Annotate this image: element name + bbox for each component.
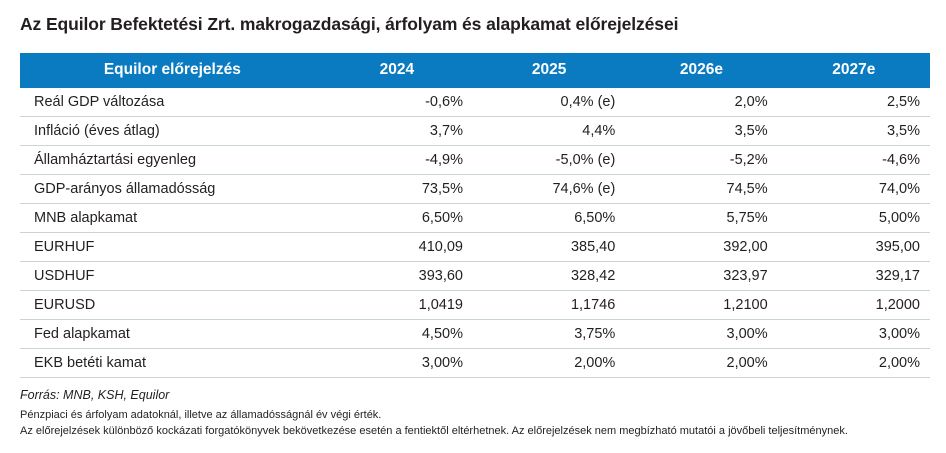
table-row	[20, 88, 930, 117]
cell-value: 74,5%	[625, 175, 777, 204]
cell-value: 3,5%	[625, 117, 777, 146]
note-line-2: Az előrejelzések különböző kockázati forgatókönyvek bekövetkezése esetén a fentiektől eltérhetnek. Az előrejelzések nem megbízható mutatói a jövőbeli teljesítménynek.	[20, 424, 848, 437]
cell-value: 4,4%	[473, 117, 625, 146]
cell-value: 6,50%	[321, 204, 473, 233]
cell-value: 74,0%	[778, 175, 930, 204]
table-row	[20, 349, 930, 378]
table-row	[20, 233, 930, 262]
cell-value: 3,00%	[625, 320, 777, 349]
cell-value: 328,42	[473, 262, 625, 291]
cell-value: 3,7%	[321, 117, 473, 146]
page-title: Az Equilor Befektetési Zrt. makrogazdasági, árfolyam és alapkamat előrejelzései	[20, 14, 679, 34]
cell-value: 329,17	[778, 262, 930, 291]
row-label: GDP-arányos államadósság	[20, 175, 321, 204]
row-label: Infláció (éves átlag)	[20, 117, 321, 146]
cell-value: 2,00%	[625, 349, 777, 378]
note-line-1: Pénzpiaci és árfolyam adatoknál, illetve az államadósságnál év végi érték.	[20, 409, 382, 421]
row-label: USDHUF	[20, 262, 321, 291]
cell-value: 0,4% (e)	[473, 88, 625, 117]
column-header-2026e: 2026e	[625, 53, 777, 88]
cell-value: 1,0419	[321, 291, 473, 320]
cell-value: 323,97	[625, 262, 777, 291]
column-header-2024: 2024	[321, 53, 473, 88]
table-header-row	[20, 53, 930, 88]
table-row	[20, 146, 930, 175]
cell-value: 2,5%	[778, 88, 930, 117]
column-header-2027e: 2027e	[778, 53, 930, 88]
cell-value: -4,6%	[778, 146, 930, 175]
cell-value: -4,9%	[321, 146, 473, 175]
cell-value: 2,00%	[778, 349, 930, 378]
cell-value: 1,1746	[473, 291, 625, 320]
cell-value: 1,2100	[625, 291, 777, 320]
source-line: Forrás: MNB, KSH, Equilor	[20, 388, 170, 402]
cell-value: -5,2%	[625, 146, 777, 175]
table-header	[20, 53, 930, 88]
row-label: EKB betéti kamat	[20, 349, 321, 378]
cell-value: 3,5%	[778, 117, 930, 146]
row-label: EURUSD	[20, 291, 321, 320]
cell-value: 392,00	[625, 233, 777, 262]
cell-value: 393,60	[321, 262, 473, 291]
table-body	[20, 88, 930, 378]
cell-value: 3,00%	[321, 349, 473, 378]
cell-value: -5,0% (e)	[473, 146, 625, 175]
cell-value: 2,00%	[473, 349, 625, 378]
cell-value: 395,00	[778, 233, 930, 262]
table-row	[20, 320, 930, 349]
row-label: Reál GDP változása	[20, 88, 321, 117]
forecast-table	[20, 53, 930, 378]
cell-value: 3,75%	[473, 320, 625, 349]
cell-value: 410,09	[321, 233, 473, 262]
table-row	[20, 117, 930, 146]
cell-value: 1,2000	[778, 291, 930, 320]
cell-value: 73,5%	[321, 175, 473, 204]
column-header-metric: Equilor előrejelzés	[20, 53, 321, 88]
row-label: MNB alapkamat	[20, 204, 321, 233]
cell-value: 74,6% (e)	[473, 175, 625, 204]
row-label: EURHUF	[20, 233, 321, 262]
table-row	[20, 175, 930, 204]
row-label: Fed alapkamat	[20, 320, 321, 349]
cell-value: 5,00%	[778, 204, 930, 233]
cell-value: 5,75%	[625, 204, 777, 233]
table-row	[20, 204, 930, 233]
cell-value: 4,50%	[321, 320, 473, 349]
row-label: Államháztartási egyenleg	[20, 146, 321, 175]
cell-value: 3,00%	[778, 320, 930, 349]
footnotes	[20, 388, 928, 440]
column-header-2025: 2025	[473, 53, 625, 88]
table-row	[20, 262, 930, 291]
cell-value: 2,0%	[625, 88, 777, 117]
table-row	[20, 291, 930, 320]
cell-value: 385,40	[473, 233, 625, 262]
cell-value: 6,50%	[473, 204, 625, 233]
cell-value: -0,6%	[321, 88, 473, 117]
